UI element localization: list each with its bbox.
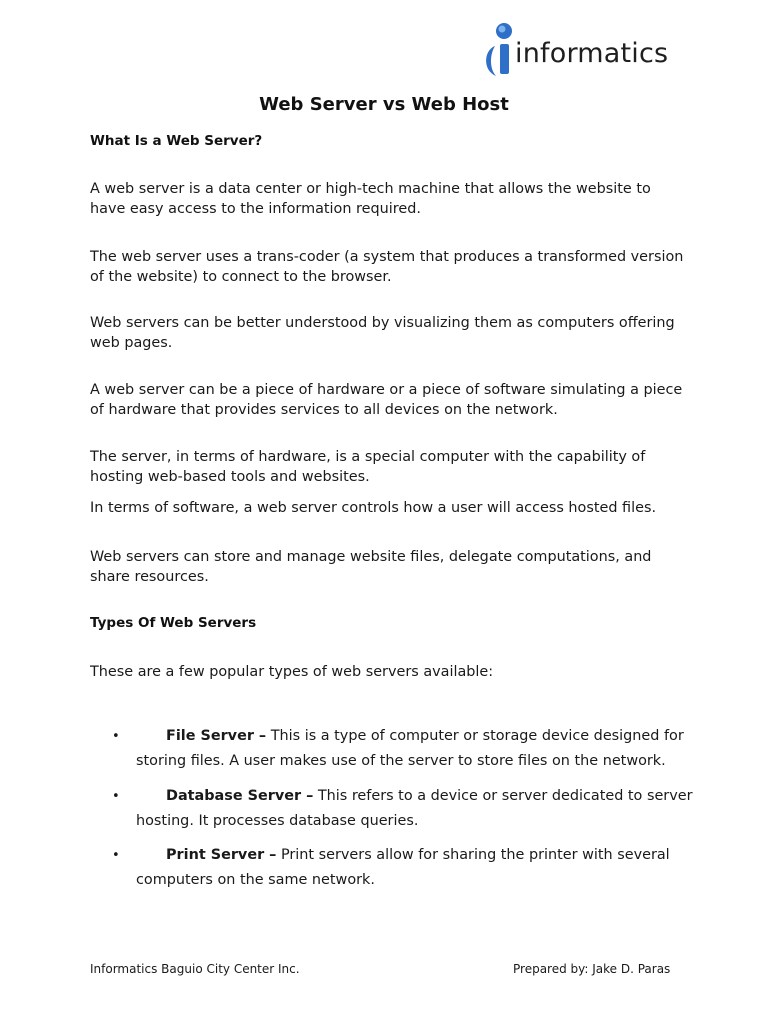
paragraph: Web servers can be better understood by visualizing them as computers offering web pages. bbox=[90, 315, 675, 351]
section-heading-types-of-web-servers: Types Of Web Servers bbox=[90, 615, 257, 631]
list-item-text: This is a type of computer or storage device designed for storing files. A user makes use of the server to store files on the network. bbox=[136, 728, 684, 769]
paragraph: Web servers can store and manage website files, delegate computations, and share resources. bbox=[90, 549, 652, 585]
bullet-icon: • bbox=[112, 729, 120, 744]
list-item-body bbox=[136, 724, 696, 774]
logo-text: informatics bbox=[515, 38, 669, 69]
paragraph: The web server uses a trans-coder (a system that produces a transformed version of the website) to connect to the browser. bbox=[90, 249, 684, 285]
paragraph: A web server is a data center or high-tech machine that allows the website to have easy access to the information required. bbox=[90, 181, 651, 217]
list-item-term: Print Server – bbox=[166, 847, 277, 863]
paragraph: The server, in terms of hardware, is a special computer with the capability of hosting web-based tools and websites. bbox=[90, 449, 646, 485]
list-item-term: Database Server – bbox=[166, 788, 314, 804]
bullet-icon: • bbox=[112, 848, 120, 863]
section-intro: These are a few popular types of web servers available: bbox=[90, 664, 494, 680]
section-heading-what-is-web-server: What Is a Web Server? bbox=[90, 133, 263, 149]
informatics-logo bbox=[482, 20, 722, 80]
list-item-text: Print servers allow for sharing the printer with several computers on the same network. bbox=[136, 847, 670, 888]
list-item-body bbox=[136, 784, 696, 834]
informatics-logo-icon bbox=[482, 20, 512, 78]
paragraph: In terms of software, a web server controls how a user will access hosted files. bbox=[90, 500, 657, 516]
paragraph: A web server can be a piece of hardware or a piece of software simulating a piece of hardware that provides services to all devices on the network. bbox=[90, 382, 683, 418]
footer-organization: Informatics Baguio City Center Inc. bbox=[90, 962, 300, 976]
list-item-body bbox=[136, 843, 696, 893]
list-item-text: This refers to a device or server dedicated to server hosting. It processes database queries. bbox=[136, 788, 693, 829]
list-item-term: File Server – bbox=[166, 728, 267, 744]
footer-author: Prepared by: Jake D. Paras bbox=[513, 962, 671, 976]
bullet-icon: • bbox=[112, 789, 120, 804]
document-title: Web Server vs Web Host bbox=[259, 94, 509, 115]
